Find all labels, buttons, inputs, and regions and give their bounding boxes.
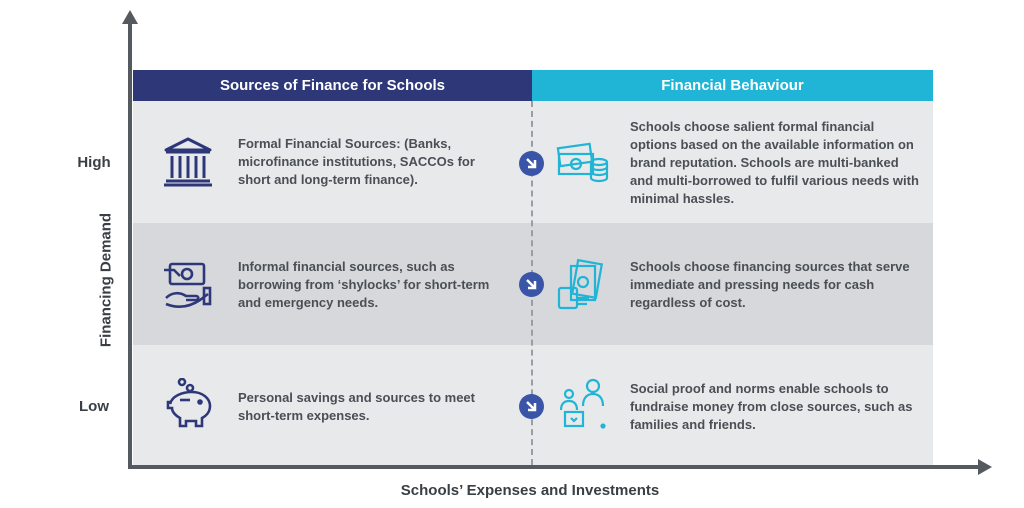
- y-axis: [128, 22, 132, 468]
- arrow-bullet-icon: [519, 272, 544, 297]
- x-axis-title: Schools’ Expenses and Investments: [400, 482, 660, 499]
- behaviour-text-social: Social proof and norms enable schools to fundraise money from close sources, such as families and friends.: [630, 381, 913, 432]
- y-axis-arrow-icon: [122, 10, 138, 24]
- arrow-bullet-icon: [519, 151, 544, 176]
- arrow-bullet-icon: [519, 394, 544, 419]
- level-low-label: Low: [79, 398, 109, 415]
- source-text-savings: Personal savings and sources to meet short-term expenses.: [238, 390, 475, 423]
- behaviour-text-informal: Schools choose financing sources that serve immediate and pressing needs for cash regardless of cost.: [630, 259, 910, 310]
- bank-icon: [160, 134, 216, 190]
- money-hand-icon: [160, 258, 216, 314]
- cash-coins-icon: [555, 136, 611, 192]
- header-behaviour: Financial Behaviour: [532, 70, 933, 101]
- header-sources: Sources of Finance for Schools: [133, 70, 532, 101]
- x-axis: [128, 465, 980, 469]
- x-axis-arrow-icon: [978, 459, 992, 475]
- behaviour-text-formal: Schools choose salient formal financial options based on the available information on brand reputation. Schools are multi-banked and multi-borrowed to fulfil various needs with minimal hassles.: [630, 119, 919, 206]
- source-text-formal: Formal Financial Sources: (Banks, microfinance institutions, SACCOs for short and long-term finance).: [238, 136, 475, 187]
- y-axis-title: Financing Demand: [97, 212, 115, 348]
- source-text-informal: Informal financial sources, such as borrowing from ‘shylocks’ for short-term and emergency needs.: [238, 259, 490, 310]
- piggy-bank-icon: [160, 378, 216, 434]
- cash-wallet-icon: [555, 258, 611, 314]
- level-high-label: High: [77, 154, 111, 171]
- family-donation-icon: [555, 376, 611, 432]
